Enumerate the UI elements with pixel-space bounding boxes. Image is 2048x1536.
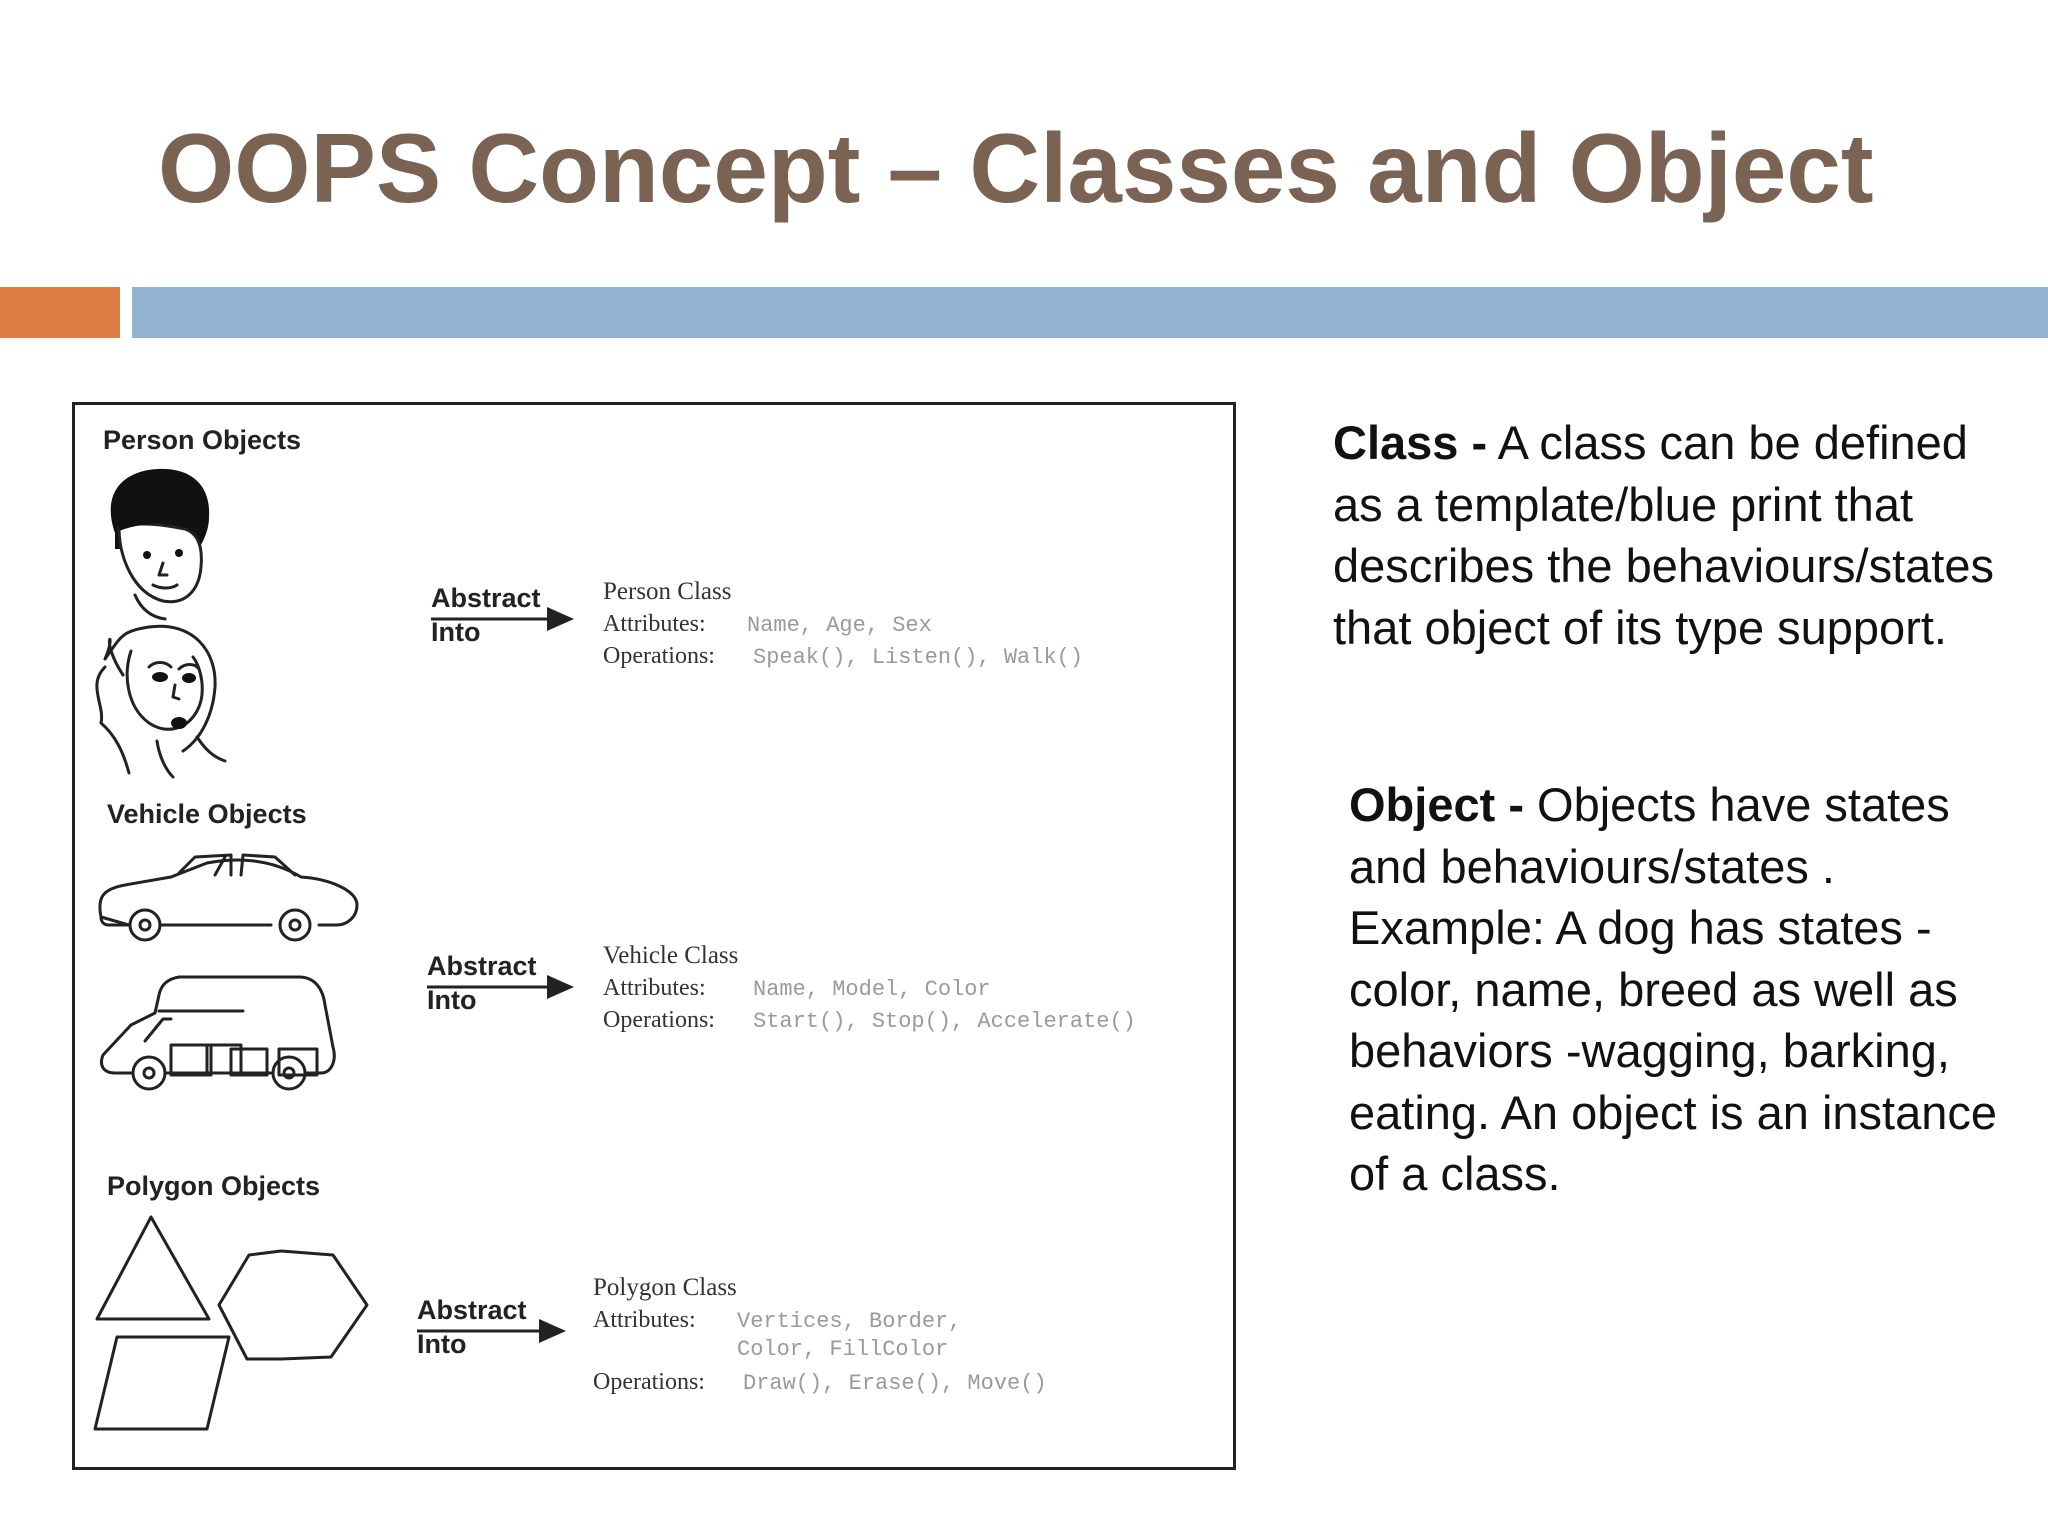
triangle-icon — [97, 1217, 209, 1319]
vehicle-class-name: Vehicle Class — [603, 942, 739, 969]
vehicle-objects-heading: Vehicle Objects — [107, 799, 307, 829]
polygon-attributes-value-2: Color, FillColor — [737, 1337, 949, 1362]
polygon-class-name: Polygon Class — [593, 1274, 737, 1301]
polygon-abstract-label: Abstract — [417, 1295, 527, 1325]
slide-title: OOPS Concept – Classes and Object — [158, 113, 1874, 223]
object-definition — [1349, 774, 2029, 1205]
vehicle-attributes-key: Attributes: — [603, 975, 706, 1001]
parallelogram-icon — [95, 1337, 229, 1429]
camper-van-icon — [102, 977, 335, 1089]
vehicle-attributes-value: Name, Model, Color — [753, 977, 991, 1002]
person-class-name: Person Class — [603, 578, 732, 605]
person-operations-value: Speak(), Listen(), Walk() — [753, 645, 1084, 670]
person-abstract-label: Abstract — [431, 583, 541, 613]
polygon-objects-heading: Polygon Objects — [107, 1171, 321, 1201]
blue-accent-bar — [132, 287, 2048, 338]
boy-face-icon — [111, 469, 209, 619]
polygon-attributes-value: Vertices, Border, — [737, 1309, 962, 1334]
class-description: A class can be defined as a template/blue print that describes the behaviours/states that object of its type support. — [1333, 416, 1994, 654]
class-definition — [1333, 412, 2023, 658]
vehicle-operations-value: Start(), Stop(), Accelerate() — [753, 1009, 1136, 1034]
person-operations-key: Operations: — [603, 643, 715, 669]
object-term: Object - — [1349, 778, 1524, 831]
polygon-operations-value: Draw(), Erase(), Move() — [743, 1371, 1047, 1396]
girl-face-icon — [97, 626, 225, 777]
hexagon-icon — [219, 1251, 367, 1359]
object-description: Objects have states and behaviours/states . Example: A dog has states - color, name, breed as well as behaviors -wagging, barking, eating. An object is an instance of a class. — [1349, 778, 1997, 1200]
vehicle-operations-key: Operations: — [603, 1007, 715, 1033]
person-attributes-value: Name, Age, Sex — [747, 613, 932, 638]
vehicle-abstract-label: Abstract — [427, 951, 537, 981]
car-icon — [100, 855, 357, 940]
polygon-attributes-key: Attributes: — [593, 1307, 696, 1333]
vehicle-into-label: Into — [427, 985, 477, 1015]
person-attributes-key: Attributes: — [603, 611, 706, 637]
polygon-into-label: Into — [417, 1329, 467, 1359]
abstraction-diagram — [75, 405, 1233, 1467]
orange-accent-bar — [0, 287, 120, 338]
person-objects-heading: Person Objects — [103, 425, 302, 455]
polygon-operations-key: Operations: — [593, 1369, 705, 1395]
class-term: Class - — [1333, 416, 1488, 469]
person-into-label: Into — [431, 617, 481, 647]
abstraction-figure — [72, 402, 1236, 1470]
